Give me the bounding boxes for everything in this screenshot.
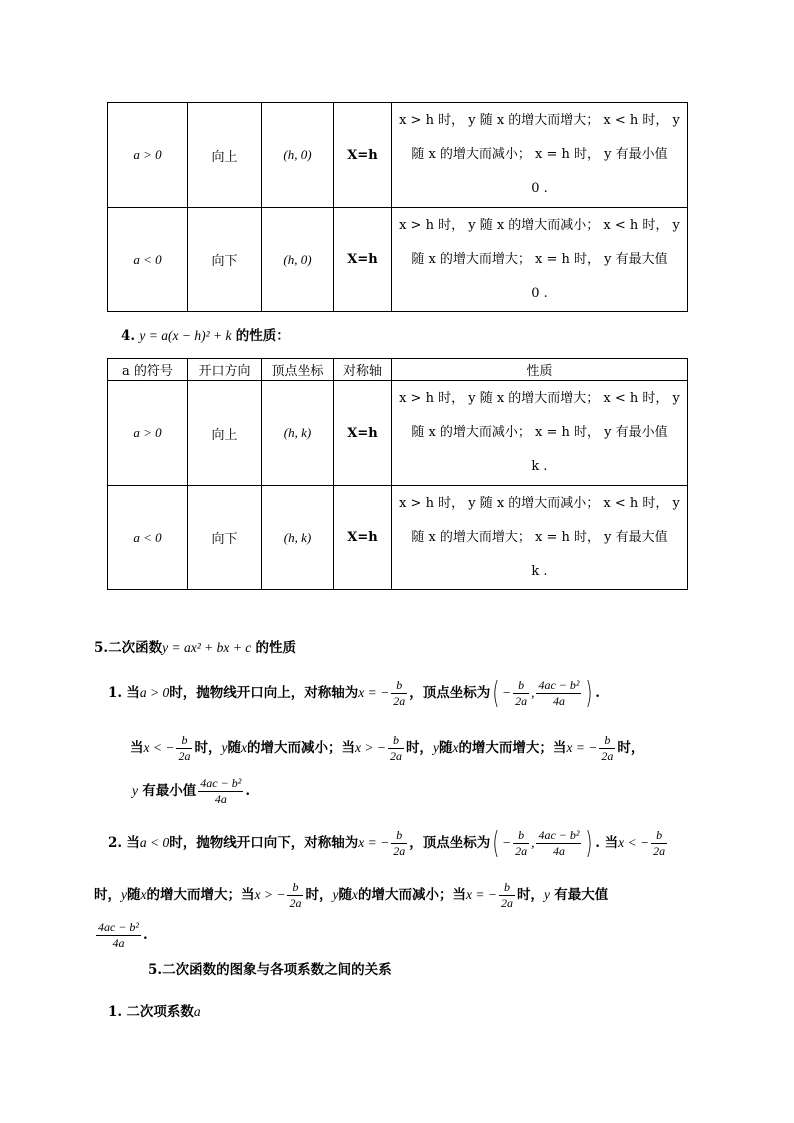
direction-cell: 向上 <box>188 381 262 486</box>
text: . <box>143 927 148 943</box>
text: 当 <box>126 685 140 701</box>
text: 随 <box>438 740 453 756</box>
text: 的增大而减小；当 <box>246 740 355 756</box>
property-line: x > h 时， y 随 x 的增大而减小； x < h 时， y <box>399 495 680 511</box>
a-sign-cell: a > 0 <box>108 103 188 208</box>
header-property: 性质 <box>392 359 688 381</box>
property-line: 0 . <box>531 181 548 196</box>
paragraph-2b: 时，y随x的增大而增大；当x > − $\frac{b}{2a}$ 时，y随x的增大而减小；当x = − $\frac{b}{2a}$ 时，y 有最大值 <box>94 880 609 910</box>
fraction: $\frac{b}{2a}$ <box>601 733 614 763</box>
property-line: x > h 时， y 随 x 的增大而减小； x < h 时， y <box>399 217 680 233</box>
text: 当 <box>130 740 144 756</box>
vertex-cell: (h, k) <box>262 381 334 486</box>
paragraph-2c <box>94 920 148 951</box>
header-axis: 对称轴 <box>334 359 392 381</box>
section-4-heading <box>121 324 290 344</box>
text: 有最小值 <box>142 783 197 799</box>
property-line: k . <box>531 563 548 579</box>
header-a-sign: a 的符号 <box>108 359 188 381</box>
fraction: $\frac{b}{2a}$ <box>178 733 191 763</box>
table-header-row <box>108 359 688 381</box>
fraction: $\frac{b}{2a}$ <box>389 733 402 763</box>
text: . <box>595 685 600 701</box>
text: 二次项系数 <box>126 1004 194 1020</box>
table-row <box>108 486 688 590</box>
fraction: $\frac{\text{4ac − b²}}{4a}$ <box>538 678 580 708</box>
fraction: $\frac{b}{2a}$ <box>515 828 528 858</box>
text: 随 <box>338 887 352 903</box>
property-line: 随 x 的增大而减小； x = h 时， y 有最小值 <box>411 147 668 162</box>
properties-table-1 <box>107 102 688 312</box>
property-line: x > h 时， y 随 x 的增大而增大； x < h 时， y <box>399 391 680 406</box>
property-cell <box>392 103 688 208</box>
text: . 当 <box>595 835 619 851</box>
properties-table-2 <box>107 358 688 590</box>
axis-cell: X=h <box>334 103 392 208</box>
subsection-1 <box>108 1000 201 1020</box>
var: y <box>221 740 228 755</box>
property-line: 随 x 的增大而减小； x = h 时， y 有最小值 <box>411 425 668 440</box>
condition: a < 0 <box>139 835 170 850</box>
a-sign-cell: a < 0 <box>108 486 188 590</box>
formula: y = a(x − h)² + k <box>139 328 232 343</box>
text: 的增大而增大；当 <box>146 887 255 903</box>
axis-eq: x = − <box>358 835 390 850</box>
section-5-heading <box>94 636 296 656</box>
direction-cell: 向下 <box>188 486 262 590</box>
text: 时， <box>405 740 433 756</box>
fraction: $\frac{b}{2a}$ <box>515 678 528 708</box>
text: 当 <box>126 835 140 851</box>
text: 时，抛物线开口向下，对称轴为 <box>169 835 359 851</box>
formula: y = ax² + bx + c <box>162 640 252 655</box>
condition: a > 0 <box>139 685 170 700</box>
property-line: k . <box>531 459 548 474</box>
vertex-cell: (h, 0) <box>262 103 334 208</box>
table-row <box>108 103 688 208</box>
property-cell <box>392 208 688 312</box>
section-heading: 5.二次函数的图象与各项系数之间的关系 <box>148 962 392 978</box>
fraction: $\frac{b}{2a}$ <box>289 880 302 910</box>
header-direction: 开口方向 <box>188 359 262 381</box>
direction-cell: 向上 <box>188 103 262 208</box>
property-cell <box>392 486 688 590</box>
item-number: 1. <box>108 685 123 701</box>
text: 时， <box>617 740 645 756</box>
text: 时， <box>94 887 121 903</box>
a-sign-cell: a < 0 <box>108 208 188 312</box>
text: 时， <box>305 887 333 903</box>
direction-cell: 向下 <box>188 208 262 312</box>
fraction: $\frac{b}{2a}$ <box>393 828 406 858</box>
text: ，顶点坐标为 <box>409 835 491 851</box>
vertex-cell: (h, k) <box>262 486 334 590</box>
axis-eq: x = − <box>358 685 390 700</box>
text: 时，抛物线开口向上，对称轴为 <box>169 685 359 701</box>
property-line: 0 . <box>531 285 548 301</box>
section-title: 5.二次函数 <box>94 640 163 656</box>
section-title-suffix: 的性质 <box>255 640 296 656</box>
fraction: $\frac{b}{2a}$ <box>500 880 513 910</box>
var: x <box>240 740 247 755</box>
table-row <box>108 381 688 486</box>
fraction: $\frac{\text{4ac − b²}}{4a}$ <box>200 776 242 806</box>
property-line: 随 x 的增大而增大； x = h 时， y 有最大值 <box>411 529 668 545</box>
axis-cell: X=h <box>334 208 392 312</box>
text: ，顶点坐标为 <box>409 685 491 701</box>
section-title-suffix: 的性质： <box>235 328 290 344</box>
text: . <box>245 783 251 799</box>
paragraph-1: 1. 当a > 0时，抛物线开口向上，对称轴为x = − $\frac{b}{2a}$ ，顶点坐标为( − $\frac{b}{2a}$ , $\frac{\text{4ac − b²}}{4a}$ ) . <box>108 676 600 711</box>
a-sign-cell: a > 0 <box>108 381 188 486</box>
item-number: 1. <box>108 1004 123 1020</box>
text: 时， <box>194 740 222 756</box>
axis-cell: X=h <box>334 381 392 486</box>
text: 有最大值 <box>554 887 609 903</box>
text: 随 <box>127 887 141 903</box>
text: 时， <box>516 887 544 903</box>
property-cell <box>392 381 688 486</box>
header-vertex: 顶点坐标 <box>262 359 334 381</box>
fraction: $\frac{\text{4ac − b²}}{4a}$ <box>538 828 580 858</box>
text: 随 <box>227 740 241 756</box>
var: a <box>193 1004 201 1019</box>
table-row <box>108 208 688 312</box>
property-line: x > h 时， y 随 x 的增大而增大； x < h 时， y <box>399 113 680 128</box>
section-number: 4. <box>121 328 136 344</box>
axis-cell: X=h <box>334 486 392 590</box>
text: 的增大而增大；当 <box>458 740 567 756</box>
fraction: $\frac{b}{2a}$ <box>393 678 406 708</box>
paragraph-2: 2. 当a < 0时，抛物线开口向下，对称轴为x = − $\frac{b}{2a}$ ，顶点坐标为( − $\frac{b}{2a}$ , $\frac{\text{4ac − b²}}{4a}$ ) . 当x < − $\frac{b}{2a}$ <box>108 826 666 861</box>
paragraph-1b: 当x < − $\frac{b}{2a}$ 时，y随x的增大而减小；当x > − $\frac{b}{2a}$ 时，y随x的增大而增大；当x = − $\frac{b}{2a}$ 时， <box>130 733 645 763</box>
fraction: $\frac{b}{2a}$ <box>653 828 666 858</box>
paragraph-1c: y 有最小值 $\frac{\text{4ac − b²}}{4a}$ . <box>132 776 251 806</box>
text: 的增大而减小；当 <box>357 887 466 903</box>
item-number: 2. <box>108 835 123 851</box>
vertex-cell: (h, 0) <box>262 208 334 312</box>
property-line: 随 x 的增大而增大； x = h 时， y 有最大值 <box>411 251 668 267</box>
fraction: $\frac{\text{4ac − b²}}{4a}$ <box>98 920 140 950</box>
